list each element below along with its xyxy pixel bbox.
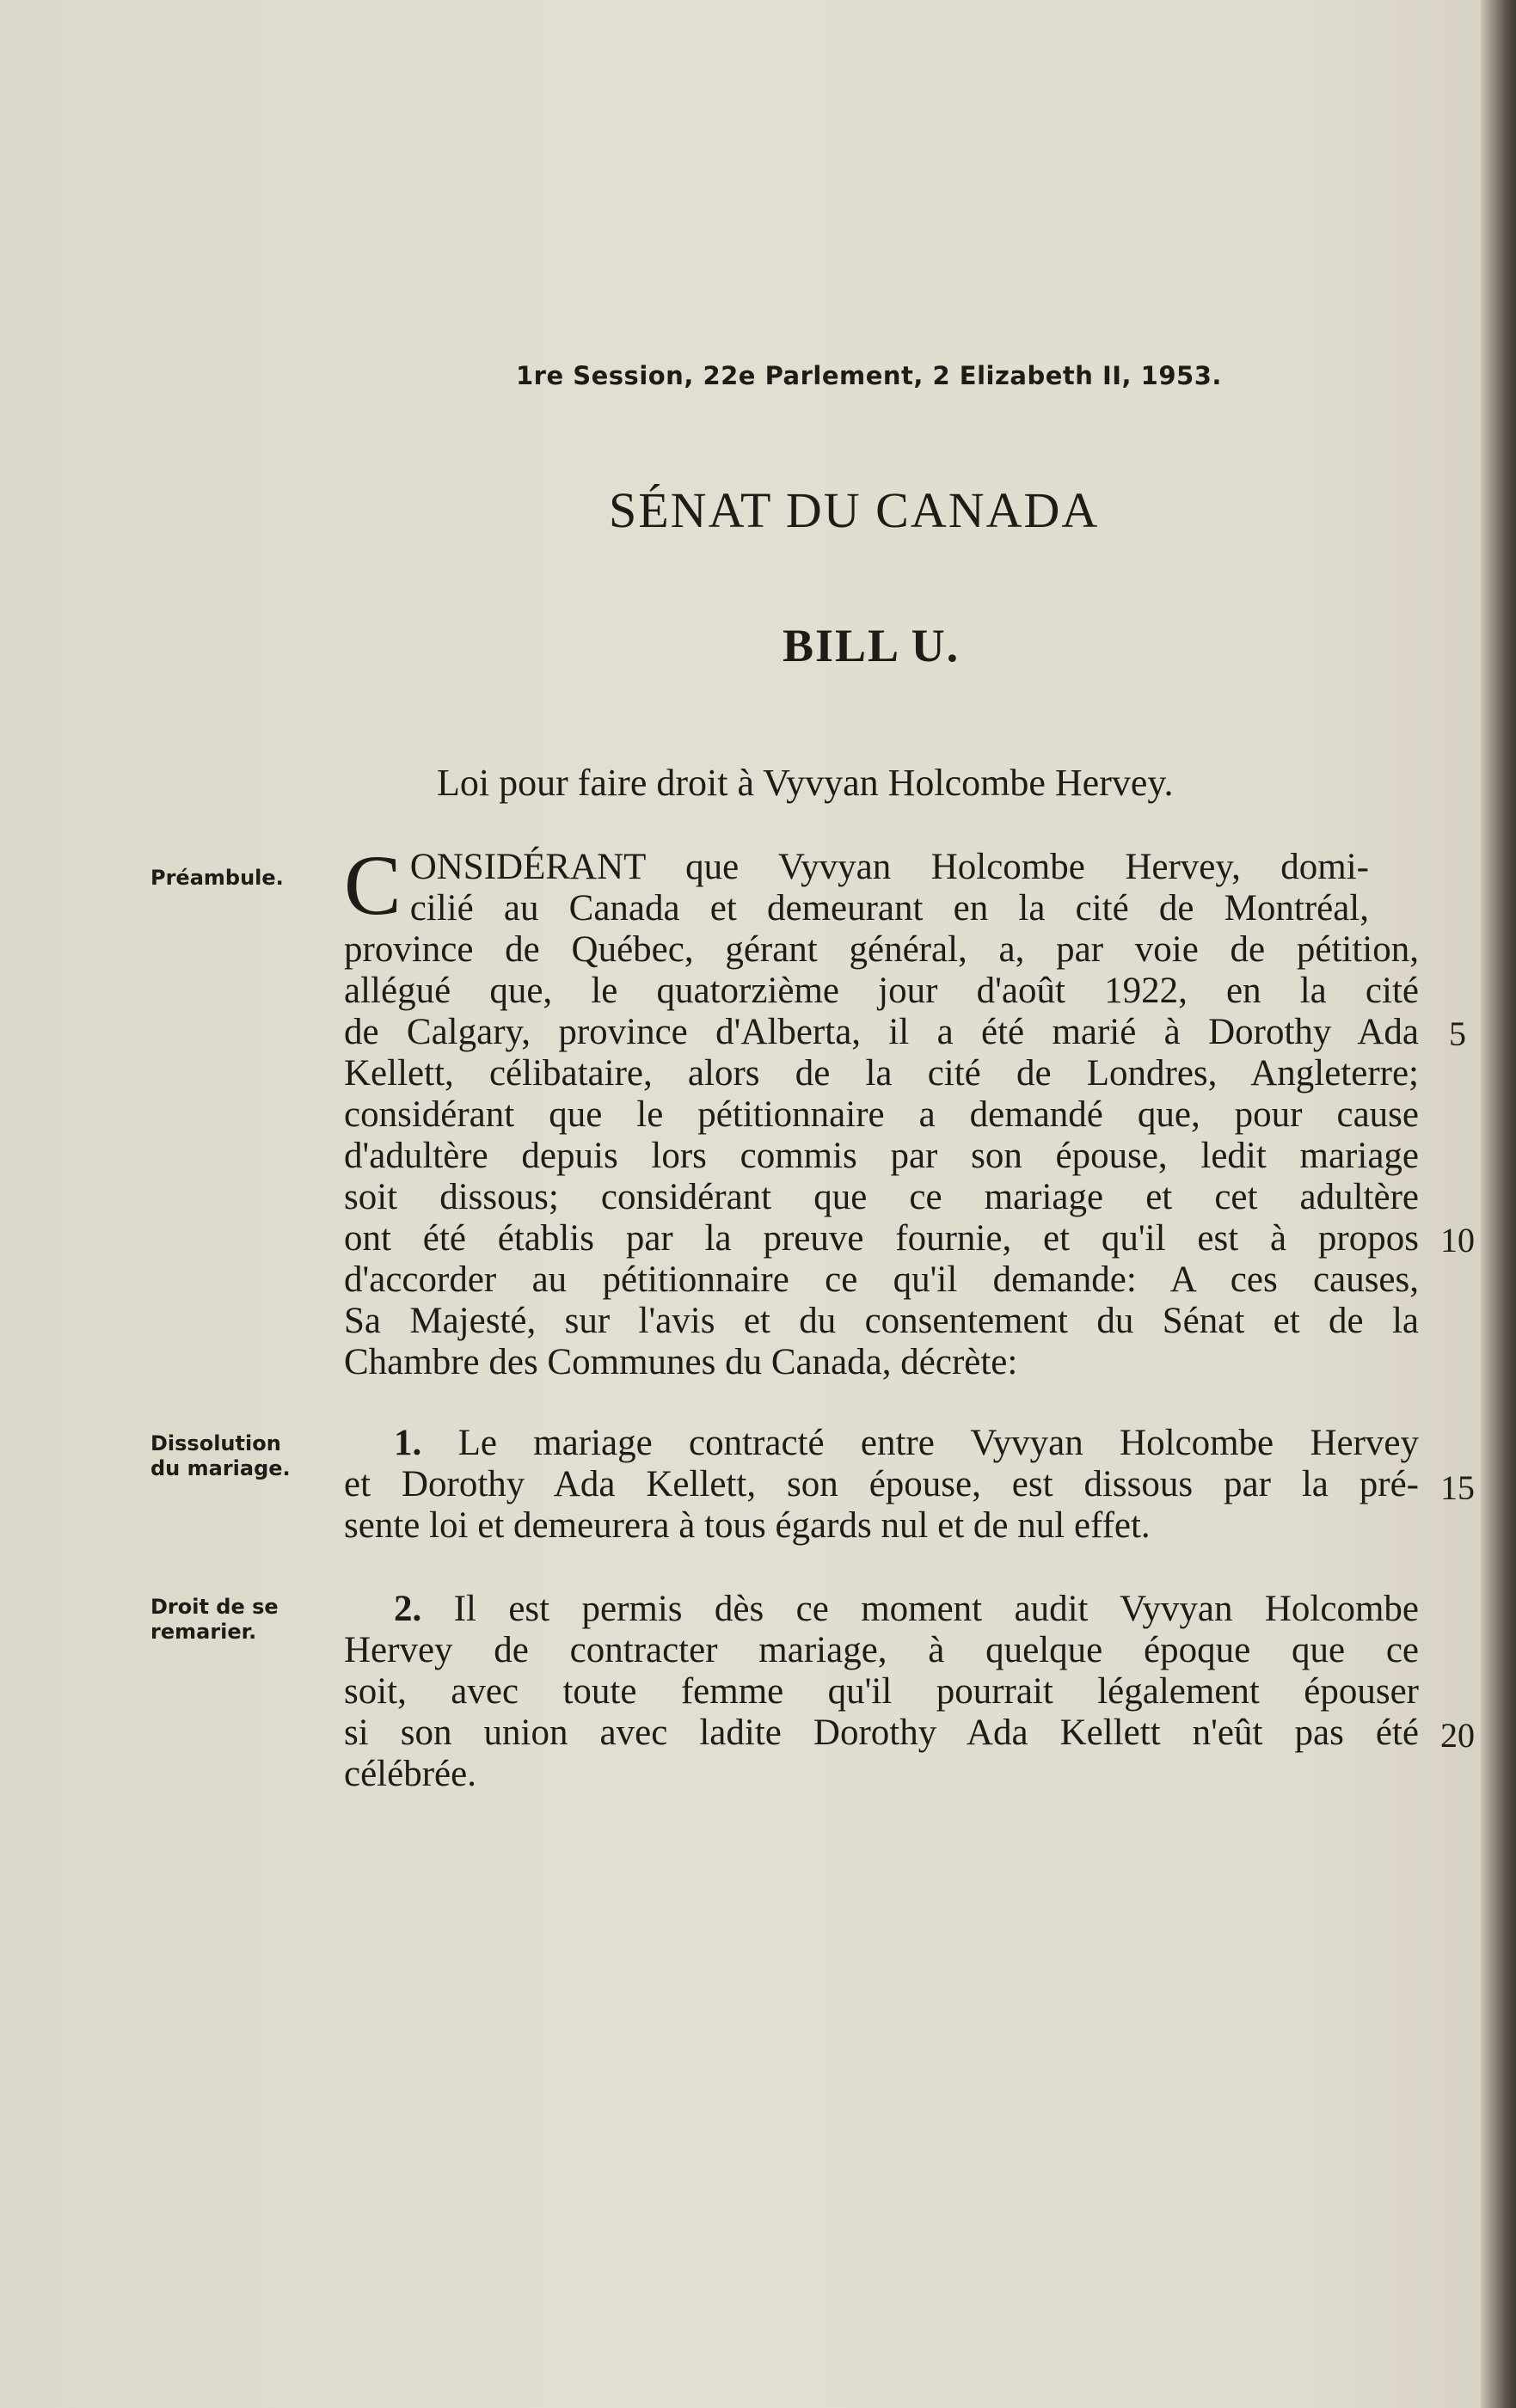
line-number-5: 5 bbox=[1449, 1014, 1466, 1053]
bill-subtitle: Loi pour faire droit à Vyvyan Holcombe Hervey. bbox=[437, 762, 1174, 804]
preamble-line: Sa Majesté, sur l'avis et du consentement du Sénat et de la bbox=[344, 1301, 1419, 1341]
section-2-number: 2. bbox=[394, 1589, 422, 1629]
section-2-paragraph bbox=[344, 1589, 1423, 1795]
preamble-line: allégué que, le quatorzième jour d'août 1922, en la cité bbox=[344, 971, 1419, 1011]
line-number-20: 20 bbox=[1440, 1716, 1475, 1755]
margin-note-preambule: Préambule. bbox=[150, 866, 284, 890]
margin-note-dissolution: Dissolution du mariage. bbox=[150, 1431, 291, 1480]
preamble-line: Chambre des Communes du Canada, décrète: bbox=[344, 1342, 1018, 1382]
line-number-15: 15 bbox=[1440, 1468, 1475, 1507]
section-2-line: Hervey de contracter mariage, à quelque époque que ce bbox=[344, 1630, 1419, 1670]
section-1-paragraph bbox=[344, 1423, 1423, 1547]
book-spine-edge bbox=[1481, 0, 1516, 2408]
preamble-line: d'adultère depuis lors commis par son épouse, ledit mariage bbox=[344, 1136, 1419, 1176]
senate-title: SÉNAT DU CANADA bbox=[609, 482, 1100, 538]
section-1-line: sente loi et demeurera à tous égards nul et de nul effet. bbox=[344, 1505, 1151, 1546]
section-2-line: célébrée. bbox=[344, 1754, 476, 1794]
section-1-line: et Dorothy Ada Kellett, son épouse, est dissous par la pré- bbox=[344, 1464, 1419, 1504]
preamble-line: de Calgary, province d'Alberta, il a été marié à Dorothy Ada bbox=[344, 1012, 1419, 1052]
dropcap-letter: C bbox=[344, 837, 402, 933]
section-1-line bbox=[344, 1423, 1419, 1464]
session-header: 1re Session, 22e Parlement, 2 Elizabeth II, 1953. bbox=[516, 361, 1222, 390]
preamble-line: ONSIDÉRANT que Vyvyan Holcombe Hervey, domi- bbox=[409, 847, 1369, 887]
preamble-line: Kellett, célibataire, alors de la cité de Londres, Angleterre; bbox=[344, 1053, 1419, 1094]
preamble-paragraph bbox=[344, 837, 1423, 1383]
section-2-line bbox=[344, 1589, 1419, 1630]
preamble-line: cilié au Canada et demeurant en la cité de Montréal, bbox=[409, 888, 1369, 928]
section-2-line-text: Il est permis dès ce moment audit Vyvyan Holcombe bbox=[453, 1589, 1419, 1629]
bill-title: BILL U. bbox=[783, 620, 961, 671]
section-2-line: soit, avec toute femme qu'il pourrait légalement épouser bbox=[344, 1671, 1419, 1712]
line-number-10: 10 bbox=[1440, 1221, 1475, 1259]
section-1-number: 1. bbox=[394, 1423, 422, 1463]
preamble-line: province de Québec, gérant général, a, par voie de pétition, bbox=[344, 929, 1419, 970]
preamble-line: soit dissous; considérant que ce mariage et cet adultère bbox=[344, 1177, 1419, 1217]
margin-note-droit: Droit de se remarier. bbox=[150, 1595, 279, 1644]
preamble-line: d'accorder au pétitionnaire ce qu'il demande: A ces causes, bbox=[344, 1259, 1419, 1300]
section-2-line: si son union avec ladite Dorothy Ada Kellett n'eût pas été bbox=[344, 1713, 1419, 1753]
preamble-line: ont été établis par la preuve fournie, et qu'il est à propos bbox=[344, 1218, 1419, 1259]
preamble-line: considérant que le pétitionnaire a demandé que, pour cause bbox=[344, 1094, 1419, 1135]
section-1-line-text: Le mariage contracté entre Vyvyan Holcombe Hervey bbox=[457, 1423, 1419, 1463]
